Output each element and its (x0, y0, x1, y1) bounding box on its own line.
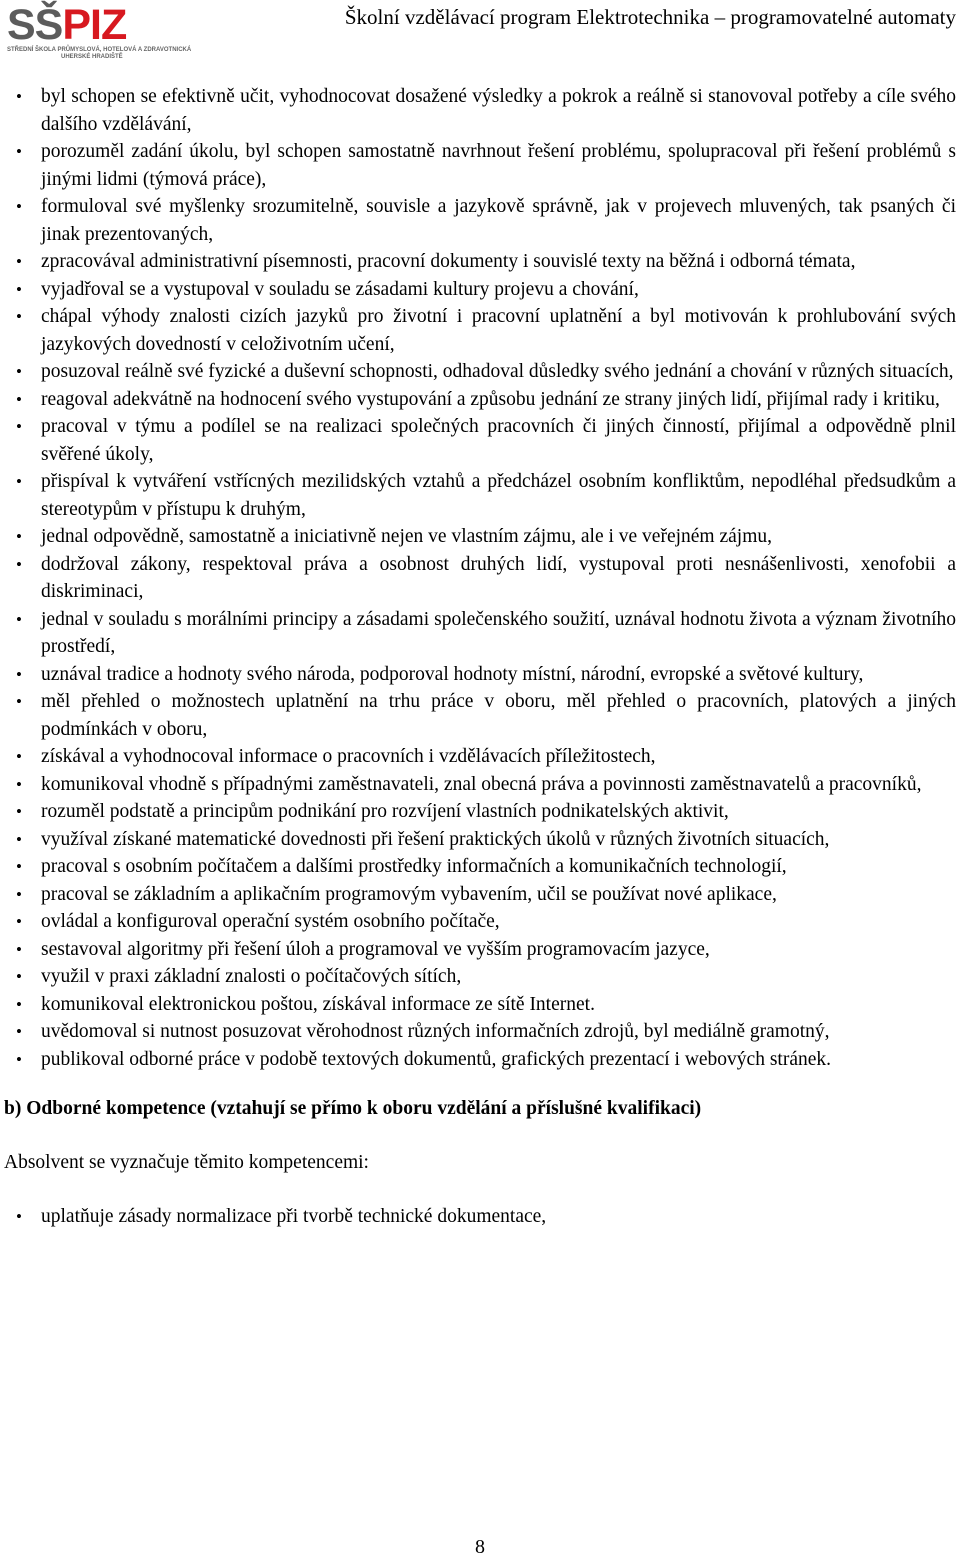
list-item: • rozuměl podstatě a principům podnikání pro rozvíjení vlastních podnikatelských aktivit, (0, 798, 960, 826)
list-item: • získával a vyhodnocoval informace o pracovních i vzdělávacích příležitostech, (0, 743, 960, 771)
school-logo (7, 1, 192, 61)
list-item: • pracoval v týmu a podílel se na realizaci společných pracovních či jiných činností, přijímal a odpovědně plnil svěřené úkoly, (0, 413, 960, 468)
section-intro: Absolvent se vyznačuje těmito kompetencemi: (4, 1152, 369, 1173)
list-item: • chápal výhody znalosti cizích jazyků pro životní i pracovní uplatnění a byl motivován k prohlubování svých jazykových dovedností v celoživotním učení, (0, 303, 960, 358)
list-item: • uplatňuje zásady normalizace při tvorbě technické dokumentace, (0, 1203, 960, 1231)
list-item: • porozuměl zadání úkolu, byl schopen samostatně navrhnout řešení problému, spolupracoval při řešení problémů s jinými lidmi (týmová práce), (0, 138, 960, 193)
logo-mark: SŠPIZ (7, 1, 127, 49)
list-item: • komunikoval elektronickou poštou, získával informace ze sítě Internet. (0, 991, 960, 1019)
list-item: • posuzoval reálně své fyzické a duševní schopnosti, odhadoval důsledky svého jednání a chování v různých situacích, (0, 358, 960, 386)
list-item: • sestavoval algoritmy při řešení úloh a programoval ve vyšším programovacím jazyce, (0, 936, 960, 964)
logo-subtitle: STŘEDNÍ ŠKOLA PRŮMYSLOVÁ, HOTELOVÁ A ZDRAVOTNICKÁ (7, 47, 192, 53)
list-item: • formuloval své myšlenky srozumitelně, souvisle a jazykově správně, jak v projevech mluvených, tak psaných či jinak prezentovaných, (0, 193, 960, 248)
list-item: • dodržoval zákony, respektoval práva a osobnost druhých lidí, vystupoval proti nesnášenlivosti, xenofobii a diskriminaci, (0, 551, 960, 606)
section-heading: b) Odborné kompetence (vztahují se přímo k oboru vzdělání a příslušné kvalifikaci) (4, 1098, 702, 1119)
page-content (0, 83, 960, 1231)
logo-city: UHERSKÉ HRADIŠTĚ (61, 54, 123, 60)
list-item: • pracoval s osobním počítačem a dalšími prostředky informačních a komunikačních technologií, (0, 853, 960, 881)
list-item: • byl schopen se efektivně učit, vyhodnocovat dosažené výsledky a pokrok a reálně si stanovoval potřeby a cíle svého dalšího vzdělávání, (0, 83, 960, 138)
general-competences-list (0, 83, 960, 1073)
list-item: • reagoval adekvátně na hodnocení svého vystupování a způsobu jednání ze strany jiných lidí, přijímal rady i kritiku, (0, 386, 960, 414)
list-item: • uvědomoval si nutnost posuzovat věrohodnost různých informačních zdrojů, byl mediálně gramotný, (0, 1018, 960, 1046)
list-item: • využíval získané matematické dovednosti při řešení praktických úkolů v různých životních situacích, (0, 826, 960, 854)
list-item: • jednal odpovědně, samostatně a iniciativně nejen ve vlastním zájmu, ale i ve veřejném zájmu, (0, 523, 960, 551)
document-title: Školní vzdělávací program Elektrotechnika – programovatelné automaty (344, 5, 956, 29)
list-item: • publikoval odborné práce v podobě textových dokumentů, grafických prezentací i webových stránek. (0, 1046, 960, 1074)
list-item: • přispíval k vytváření vstřícných mezilidských vztahů a předcházel osobním konfliktům, nepodléhal předsudkům a stereotypům v přístupu k druhým, (0, 468, 960, 523)
list-item: • pracoval se základním a aplikačním programovým vybavením, učil se používat nové aplikace, (0, 881, 960, 909)
page-header (0, 0, 960, 64)
list-item: • vyjadřoval se a vystupoval v souladu se zásadami kultury projevu a chování, (0, 276, 960, 304)
list-item: • využil v praxi základní znalosti o počítačových sítích, (0, 963, 960, 991)
professional-competences-list (0, 1203, 960, 1231)
list-item: • ovládal a konfiguroval operační systém osobního počítače, (0, 908, 960, 936)
list-item: • zpracovával administrativní písemnosti, pracovní dokumenty i souvislé texty na běžná i odborná témata, (0, 248, 960, 276)
list-item: • komunikoval vhodně s případnými zaměstnavateli, znal obecná práva a povinnosti zaměstnavatelů a pracovníků, (0, 771, 960, 799)
list-item: • uznával tradice a hodnoty svého národa, podporoval hodnoty místní, národní, evropské a světové kultury, (0, 661, 960, 689)
list-item: • jednal v souladu s morálními principy a zásadami společenského soužití, uznával hodnotu života a význam životního prostředí, (0, 606, 960, 661)
list-item: • měl přehled o možnostech uplatnění na trhu práce v oboru, měl přehled o pracovních, platových a jiných podmínkách v oboru, (0, 688, 960, 743)
page-number: 8 (475, 1536, 485, 1558)
